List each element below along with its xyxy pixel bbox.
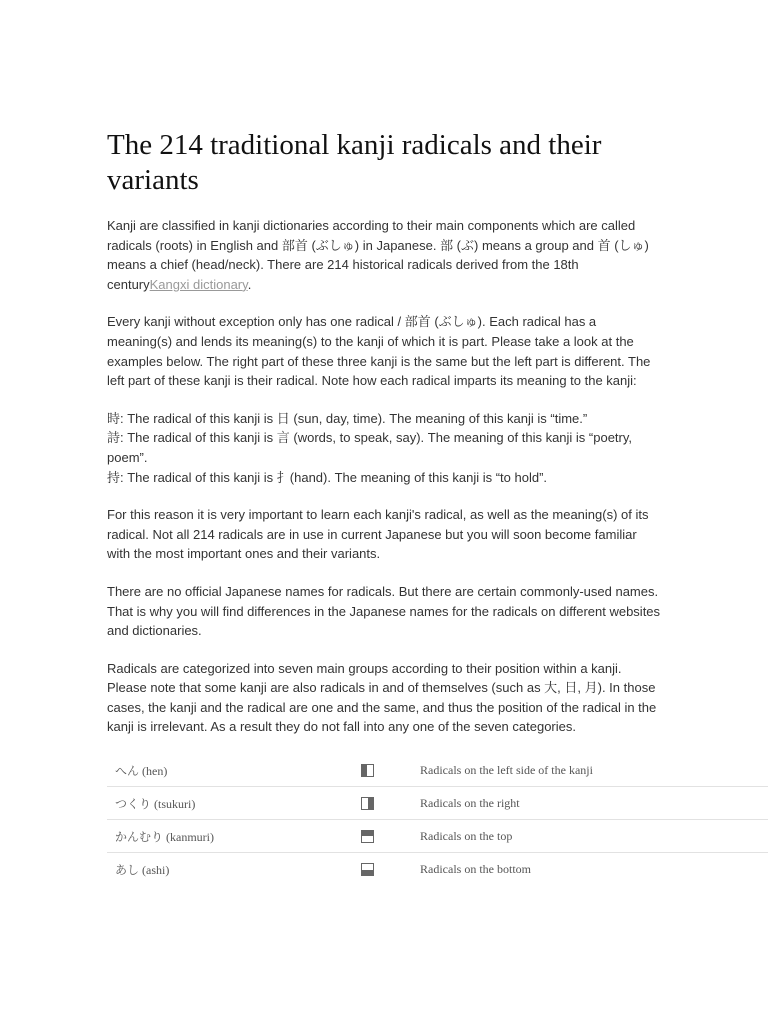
example-line: 詩: The radical of this kanji is 言 (words, to speak, say). The meaning of this kanji is “poetry, poem”. — [107, 430, 633, 465]
radical-bottom-icon — [361, 863, 374, 876]
page-title: The 214 traditional kanji radicals and their variants — [107, 129, 602, 196]
radical-right-icon — [361, 797, 374, 810]
table-row — [107, 754, 768, 787]
names-paragraph: There are no official Japanese names for radicals. But there are certain commonly-used names. That is why you will find differences in the Japanese names for the radicals on different websites and dictionaries. — [107, 583, 661, 639]
intro-period: . — [247, 276, 252, 292]
category-name: かんむり (kanmuri) — [115, 829, 214, 844]
table-row — [107, 853, 768, 885]
intro-paragraph — [107, 216, 662, 294]
category-description: Radicals on the bottom — [420, 861, 531, 876]
example-line: 時: The radical of this kanji is 日 (sun, day, time). The meaning of this kanji is “time.” — [107, 410, 588, 426]
intro-text: Kanji are classified in kanji dictionaries according to their main components which are called radicals (roots) in English and 部首 (ぶしゅ) in Japanese. 部 (ぶ) means a group and 首 (しゅ) means a chief (head/neck). There are 214 historical radicals derived from the 18th century — [107, 218, 649, 292]
table-row — [107, 787, 768, 820]
radical-left-icon — [361, 764, 374, 777]
categories-paragraph: Radicals are categorized into seven main groups according to their position within a kanji. Please note that some kanji are also radicals in and of themselves (such as 大, 日, 月). In those cases, the kanji and the radical are one and the same, and thus the position of the radical in the kanji is irrelevant. As a result they do not fall into any one of the seven categories. — [107, 660, 657, 735]
kangxi-dictionary-link[interactable]: Kangxi dictionary — [149, 276, 248, 292]
table-row — [107, 820, 768, 853]
category-name: つくり (tsukuri) — [115, 796, 196, 811]
radical-categories-table — [107, 754, 768, 885]
category-name: へん (hen) — [115, 763, 168, 778]
importance-paragraph: For this reason it is very important to learn each kanji's radical, as well as the meaning(s) of its radical. Not all 214 radicals are in use in current Japanese but you will soon become familiar with the most important ones and their variants. — [107, 507, 649, 562]
examples-paragraph — [107, 409, 662, 487]
category-description: Radicals on the right — [420, 795, 520, 810]
article — [107, 128, 662, 755]
radical-top-icon — [361, 830, 374, 843]
category-description: Radicals on the top — [420, 828, 513, 843]
example-line: 持: The radical of this kanji is 扌(hand). The meaning of this kanji is “to hold”. — [107, 469, 548, 485]
radical-explanation-paragraph: Every kanji without exception only has one radical / 部首 (ぶしゅ). Each radical has a meaning(s) and lends its meaning(s) to the kanji of which it is part. Please take a look at the examples below. The right part of these three kanji is the same but the left part is different. The left part of these kanji is their radical. Note how each radical imparts its meaning to the kanji: — [107, 314, 651, 389]
category-description: Radicals on the left side of the kanji — [420, 762, 593, 777]
category-name: あし (ashi) — [115, 862, 170, 877]
